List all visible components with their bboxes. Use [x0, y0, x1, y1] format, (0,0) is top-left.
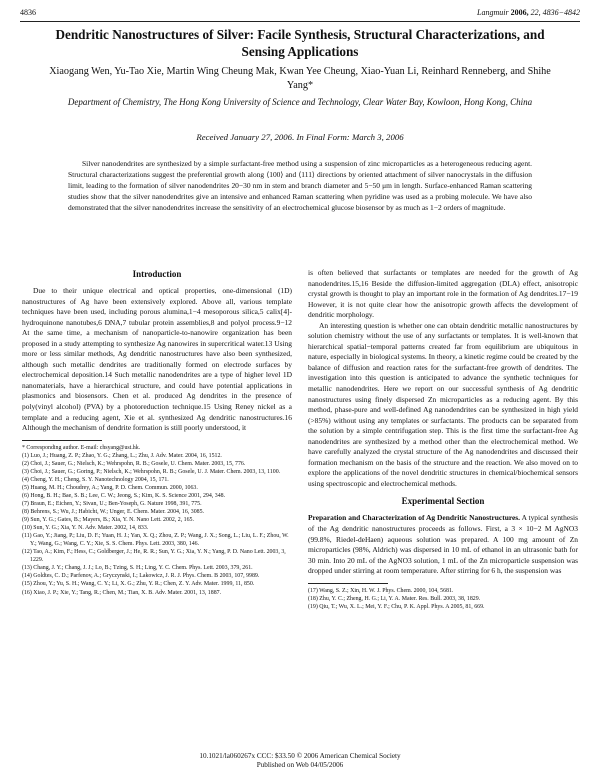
right-column [308, 268, 578, 611]
footnote-rule [22, 440, 102, 441]
reference-item: (2) Choi, J.; Sauer, G.; Nielsch, K.; Wehrspohn, R. B.; Gosele, U. Chem. Mater. 2003, 15, 776. [22, 460, 246, 467]
section-heading-experimental: Experimental Section [401, 496, 485, 507]
abstract: Silver nanodendrites are synthesized by a simple surfactant-free method using a suspension of zinc microparticles as a heterogeneous reducing agent. Structural characterizations suggest the preferential growth along ⟨100⟩ and ⟨111⟩ directions by oriented attachment of silver nanocrystals in the diffusion limit, leading to the formation of silver nanodendrites 20−30 nm in stem and branch diameter and 5−50 μm in length. Surface-enhanced Raman scattering studies show that the silver nanodendrites give an intensive and enhanced Raman scattering when pyridine was used as a probing molecule. We have also demonstrated that the silver nanodendrites increase the sensitivity of an electrochemical glucose biosensor by as much as 1−2 orders of magnitude. [68, 159, 532, 212]
intro-continued-paragraph: is often believed that surfactants or templates are needed for the growth of Ag nanodendrites.15,16 Beside the diffusion-limited aggregation (DLA) effect, anisotropic crystal growth is thought to play an important role in the formation of Ag dendrites.17−19 However, it is not quite clear how the anisotropic growth affects the development of dendritic morphology. [308, 268, 578, 320]
reference-item: (1) Luo, J.; Huang, Z. P.; Zhao, Y. G.; Zhang, L.; Zhu, J. Adv. Mater. 2004, 16, 1512. [22, 452, 222, 459]
intro-paragraph: Due to their unique electrical and optical properties, one-dimensional (1D) nanostructures of Ag have been extensively explored. Above all, various template techniques have been used, including porous alumina,1−4 mesoporous silica,5 calix[4]-hydroquinone nanotubes,6 DNA,7 tubular protein assemblies,8 and polyol process.9−12 At the same time, a mechanism of nanoparticle-to-nanowire organization has been proposed in a study attempting to synthesize Ag nanowires in supercritical water.13 Using more or less similar methods, Ag dendritic nanostructures have also been synthesized, although such metallic dendrites are traditionally formed on electrode surfaces by electrochemical deposition.14 Such metallic nanodendrites are a type of higher level 1D nanomaterials, have a hierarchical structure, and could have potential applications in plasmonics and biosensors. Chen et al. produced Ag dendrites in the presence of poly(vinyl alcohol) (PVA) by a photoreduction technique.15 Using Reney nickel as a template and a reducing agent, Xie et al. synthesized Ag dendritic nanostructures.16 Although the mechanism of dendrite formation is still poorly understood, it [22, 286, 292, 433]
reference-list-right [308, 587, 578, 611]
reference-item: (18) Zhu, Y. C.; Zheng, H. G.; Li, Y. A. Mater. Res. Bull. 2003, 38, 1829. [308, 595, 481, 602]
reference-item: * Corresponding author. E-mail: chsyang@ust.hk. [22, 444, 141, 451]
reference-item: (13) Chang, J. Y.; Chang, J. J.; Lo, B.; Tzing, S. H.; Ling, Y. C. Chem. Phys. Lett. 2003, 379, 261. [22, 565, 253, 572]
doi-copyright: 10.1021/la060267x CCC: $33.50 © 2006 American Chemical Society [199, 752, 401, 760]
journal-year: 2006, [510, 8, 529, 17]
journal-citation [477, 8, 580, 17]
article-title: Dendritic Nanostructures of Silver: Facile Synthesis, Structural Characterizations, and Sensing Applications [55, 27, 545, 59]
left-column [22, 268, 292, 597]
journal-volume-pages: 22, 4836−4842 [530, 8, 580, 17]
reference-item: (4) Cheng, Y. H.; Cheng, S. Y. Nanotechnology 2004, 15, 171. [22, 476, 169, 483]
experimental-text: A typical synthesis of the Ag dendritic nanostructures proceeds as follows. First, a 3 × 10−2 M AgNO3 (99.8%, Riedel-deHaen) aqueous solution was prepared. A 100 mg amount of Zn microparticles (98%, Aldrich) was dispersed in 10 mL of ethanol in an ultrasonic bath for 30 min. Into 20 mL of the AgNO3 solution, 1 mL of the Zn microparticle suspension was dropped under stirring at room temperature. After stirring for 6 h, the suspension was [308, 513, 578, 576]
section-heading-introduction: Introduction [132, 269, 182, 279]
publication-date: Published on Web 04/05/2006 [256, 761, 344, 769]
subsection-heading: Preparation and Characterization of Ag Dendritic Nanostructures. [308, 513, 521, 523]
reference-item: (12) Tao, A.; Kim, F.; Hess, C.; Goldberger, J.; He, R. R.; Sun, Y. G.; Xia, Y. N.; Yang, P. D. Nano Lett. 2003, 3, 1229. [22, 549, 286, 564]
reference-item: (16) Xiao, J. P.; Xie, Y.; Tang, R.; Chen, M.; Tian, X. B. Adv. Mater. 2001, 13, 1887. [22, 589, 222, 596]
reference-item: (14) Goldtes, C. D.; Parfenov, A.; Gryczynski, I.; Lakowicz, J. R. J. Phys. Chem. B 2003, 107, 9989. [22, 573, 260, 580]
received-dates: Received January 27, 2006. In Final Form: March 3, 2006 [196, 132, 404, 142]
header-rule [20, 21, 580, 22]
reference-item: (9) Sun, Y. G.; Gates, B.; Mayers, B.; Xia, Y. N. Nano Lett. 2002, 2, 165. [22, 517, 194, 524]
author-list: Xiaogang Wen, Yu-Tao Xie, Martin Wing Cheung Mak, Kwan Yee Cheung, Xiao-Yuan Li, Reinhard Renneberg, and Shihe Yang* [49, 66, 551, 91]
reference-item: (17) Wang, S. Z.; Xin, H. W. J. Phys. Chem. 2000, 104, 5681. [308, 587, 454, 594]
intro-paragraph-2: An interesting question is whether one can obtain dendritic metallic nanostructures by solution chemistry without the use of any surfactants or templates. It is well-known that hierarchical spatial−temporal patterns created far from equilibrium are ubiquitous in nature, especially in biological systems. In theory, a kinetic regime could be created by the balance of diffusion and reaction rates for the surfactant-free growth of dendrites. The investigation into this question is anticipated to advance the synthetic techniques for metallic nanodendrites. Here we report on our successful synthesis of Ag dendritic nanostructures using finely dispersed Zn microparticles as a reducing agent. By this method, phase-pure and well-defined Ag nanodendrites can be synthesized in high yield (>85%) without using any templates or surfactants. The products can be separated from the solution by a simple centrifugation step. This is the first time the surfactant-free Ag nanodendrites are synthesized by a method other than the electrochemical method. We have carefully analyzed the crystal structure of the Ag nanodendrites and discussed their formation mechanism on the basis of the structure and the reaction. We also moved on to explore the applications of the novel dendritic structures in chemical/biochemical sensors using spectroscopic and electrochemical methods. [308, 320, 578, 488]
reference-item: (6) Hong, B. H.; Bae, S. B.; Lee, C. W.; Jeong, S.; Kim, K. S. Science 2001, 294, 348. [22, 492, 226, 499]
reference-item: (3) Choi, J.; Sauer, G.; Goring, P.; Nielsch, K.; Wehrspohn, R. B.; Gosele, U. J. Mater. Chem. 2003, 13, 1100. [22, 468, 281, 475]
experimental-paragraph [308, 513, 578, 576]
running-header [20, 8, 580, 22]
reference-item: (5) Huang, M. H.; Choudrey, A.; Yang, P. D. Chem. Commun. 2000, 1063. [22, 484, 198, 491]
reference-item: (15) Zhou, Y.; Yu, S. H.; Wang, C. Y.; Li, X. G.; Zhu, Y. R.; Chen, Z. Y. Adv. Mater. 1999, 11, 850. [22, 581, 255, 588]
page-number: 4836 [20, 8, 36, 17]
page-footer [0, 752, 600, 770]
reference-item: (19) Qiu, T.; Wu, X. L.; Mei, Y. F.; Chu, P. K. Appl. Phys. A 2005, 81, 669. [308, 603, 485, 610]
reference-item: (10) Sun, Y. G.; Xia, Y. N. Adv. Mater. 2002, 14, 833. [22, 525, 149, 532]
reference-item: (11) Gao, Y.; Jiang, P.; Liu, D. F.; Yuan, H. J.; Yan, X. Q.; Zhou, Z. P.; Wang, J. X.; Song, L.; Liu, L. F.; Zhou, W. Y.; Wang, G.; Wang, C. Y.; Xie, S. S. Chem. Phys. Lett. 2003, 380, 146. [22, 533, 289, 548]
journal-name: Langmuir [477, 8, 509, 17]
footnote-rule [308, 583, 388, 584]
reference-item: (7) Braun, E.; Eichen, Y.; Sivan, U.; Ben-Yoseph, G. Nature 1998, 391, 775. [22, 500, 202, 507]
reference-list [22, 444, 292, 597]
reference-item: (8) Behrens, S.; Wu, J.; Habicht, W.; Unger, E. Chem. Mater. 2004, 16, 3085. [22, 509, 205, 516]
affiliation: Department of Chemistry, The Hong Kong University of Science and Technology, Clear Water Bay, Kowloon, Hong Kong, China [67, 97, 533, 107]
